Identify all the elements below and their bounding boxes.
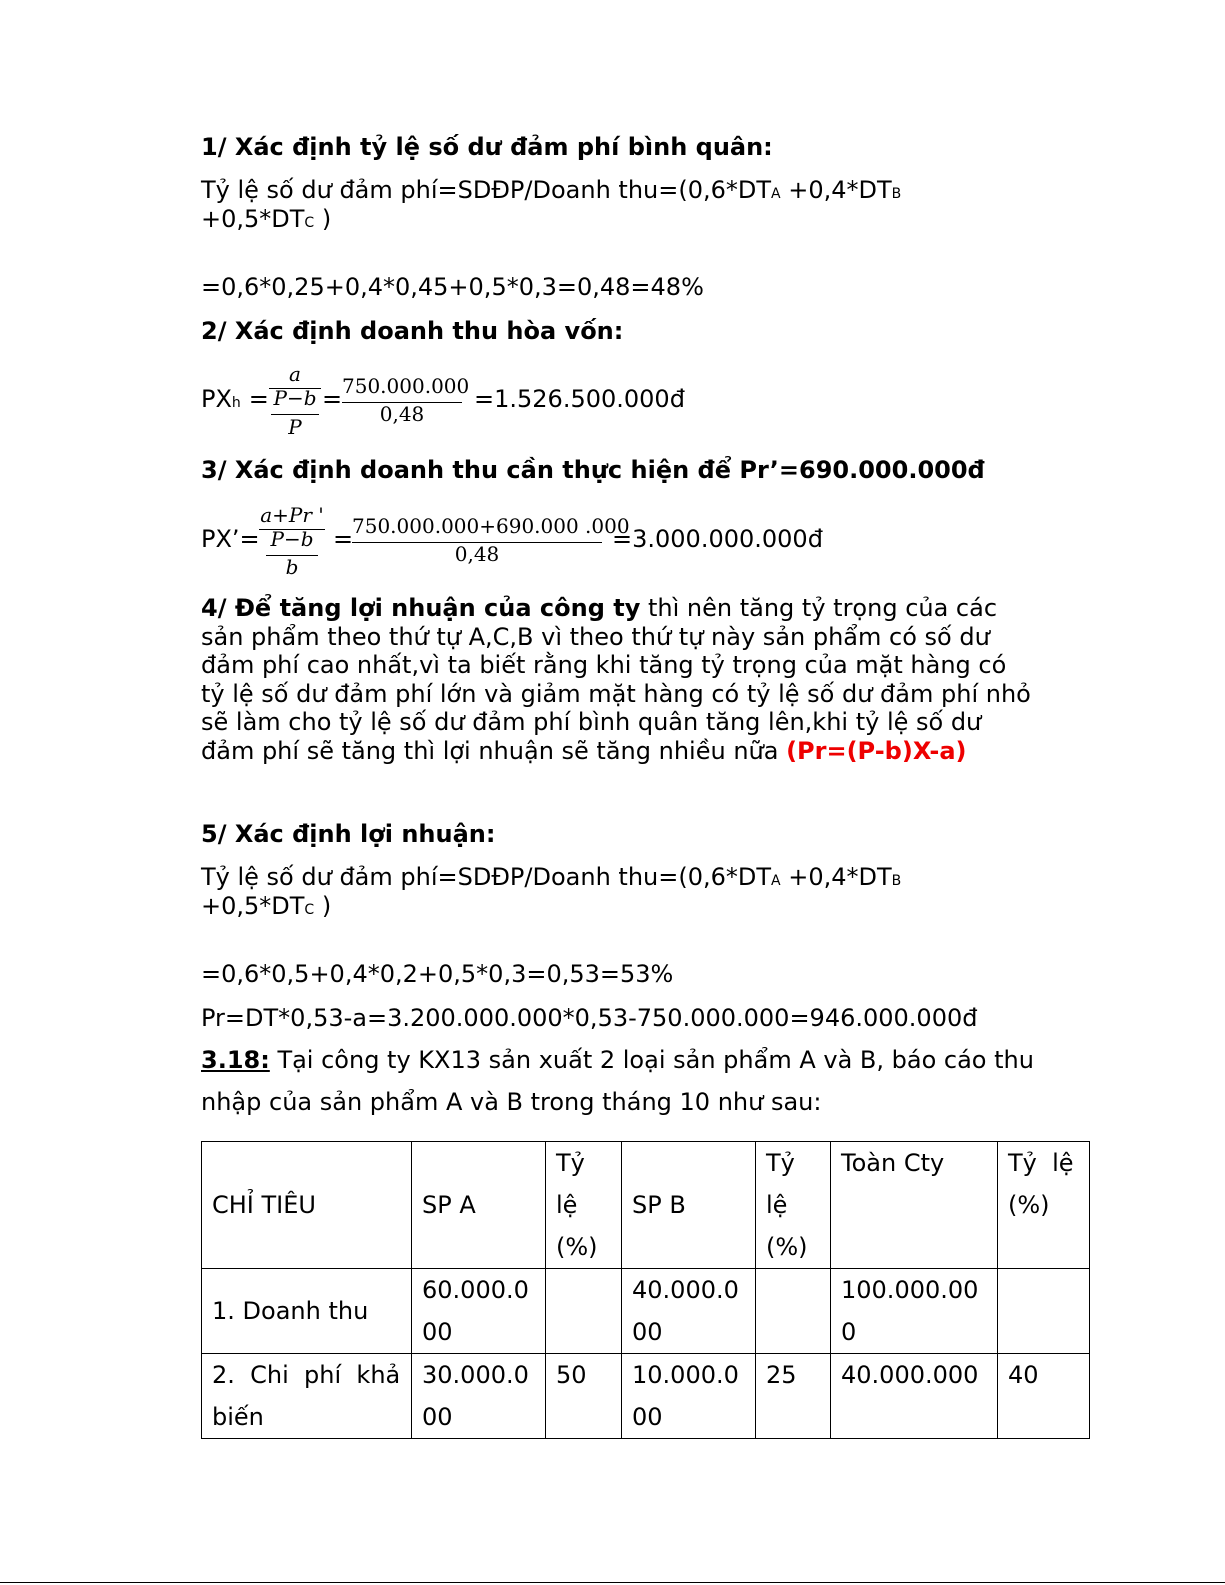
exercise-3-18-line1: [201, 1046, 1034, 1074]
frac-p-minus-b: P−b: [273, 386, 317, 410]
text: Tại công ty KX13 sản xuất 2 loại sản phẩm A và B, báo cáo thu: [269, 1046, 1034, 1074]
section-5-profit: Pr=DT*0,53-a=3.200.000.000*0,53-750.000.000=946.000.000đ: [201, 1004, 978, 1032]
subscript: C: [304, 902, 315, 918]
text: 00: [632, 1403, 663, 1431]
breakeven-numerator: 750.000.000: [342, 374, 470, 398]
table-row: [202, 1354, 1090, 1439]
exercise-3-18-line2: nhập của sản phẩm A và B trong tháng 10 như sau:: [201, 1088, 822, 1116]
breakeven-lhs: [201, 385, 269, 417]
target-result: =3.000.000.000đ: [612, 525, 823, 553]
cell-ty-le-total: 40: [998, 1354, 1090, 1439]
frac-p-minus-b: P−b: [270, 527, 314, 551]
text: 0: [841, 1318, 857, 1346]
row-doanh-thu-label: 1. Doanh thu: [202, 1269, 412, 1354]
section-5-result: =0,6*0,5+0,4*0,2+0,5*0,3=0,53=53%: [201, 960, 674, 988]
text: Tỷ lệ số dư đảm phí=SDĐP/Doanh thu=(0,6*DT: [201, 863, 772, 891]
paragraph-line: sẽ làm cho tỷ lệ số dư đảm phí bình quân tăng lên,khi tỷ lệ số dư: [201, 708, 982, 737]
header-toan-cty: Toàn Cty: [831, 1142, 998, 1269]
cell-ty-le-b: 25: [756, 1354, 831, 1439]
text: Tỷ: [766, 1149, 795, 1177]
paragraph-line: đảm phí cao nhất,vì ta biết rằng khi tăng tỷ trọng của mặt hàng có: [201, 651, 1007, 680]
cell-ty-le-b: [756, 1269, 831, 1354]
target-lhs: PX’=: [201, 525, 260, 553]
table-header-row: [202, 1142, 1090, 1269]
text: lệ: [556, 1191, 578, 1219]
header-ty-le-a: [546, 1142, 622, 1269]
text: =: [248, 385, 269, 413]
cell-sp-b: [622, 1269, 756, 1354]
text: +0,5*DT: [201, 205, 305, 233]
row-chi-phi-label: [202, 1354, 412, 1439]
profit-formula: (Pr=(P-b)X-a): [786, 736, 967, 765]
equals: =: [322, 385, 343, 413]
section-4-heading: 4/ Để tăng lợi nhuận của công ty: [201, 594, 641, 622]
header-sp-a: SP A: [412, 1142, 546, 1269]
text: +0,4*DT: [780, 176, 892, 204]
section-5-ratio-line2: [201, 892, 331, 924]
header-sp-b: SP B: [622, 1142, 756, 1269]
frac-a-plus-pr: a+Pr ': [260, 503, 324, 527]
subscript: A: [771, 873, 781, 889]
text: (%): [556, 1233, 598, 1261]
frac-b: b: [285, 555, 299, 579]
section-2-heading: 2/ Xác định doanh thu hòa vốn:: [201, 317, 624, 345]
text: Tỷ lệ: [1008, 1149, 1074, 1177]
section-1-heading: 1/ Xác định tỷ lệ số dư đảm phí bình quân:: [201, 133, 773, 161]
page-bottom-divider: [0, 1582, 1225, 1583]
text: 00: [422, 1318, 453, 1346]
cell-sp-a: [412, 1269, 546, 1354]
exercise-label: 3.18:: [201, 1046, 270, 1074]
header-chi-tieu: CHỈ TIÊU: [202, 1142, 412, 1269]
text: (%): [766, 1233, 808, 1261]
paragraph-line: tỷ lệ số dư đảm phí lớn và giảm mặt hàng có tỷ lệ số dư đảm phí nhỏ: [201, 679, 1031, 708]
target-numerator: 750.000.000+690.000 .000: [352, 514, 630, 538]
subscript: C: [304, 215, 315, 231]
text: 00: [422, 1403, 453, 1431]
text: ): [314, 205, 332, 233]
cell-ty-le-a: [546, 1269, 622, 1354]
target-denominator: 0,48: [454, 542, 500, 566]
cell-toan-cty: [831, 1269, 998, 1354]
text: 2. Chi phí khả: [212, 1361, 401, 1389]
header-ty-le-total: [998, 1142, 1090, 1269]
section-5-ratio-line1: [201, 863, 901, 895]
cell-ty-le-total: [998, 1269, 1090, 1354]
subscript: A: [771, 186, 781, 202]
income-report-table: [201, 1141, 1090, 1439]
text: 40.000.0: [632, 1276, 739, 1304]
cell-ty-le-a: 50: [546, 1354, 622, 1439]
section-1-ratio-line2: [201, 205, 331, 237]
text: Tỷ lệ số dư đảm phí=SDĐP/Doanh thu=(0,6*DT: [201, 176, 772, 204]
text: thì nên tăng tỷ trọng của các: [640, 594, 998, 622]
section-1-result: =0,6*0,25+0,4*0,45+0,5*0,3=0,48=48%: [201, 273, 704, 301]
text: +0,4*DT: [780, 863, 892, 891]
text: ): [314, 892, 332, 920]
section-4-paragraph: [201, 594, 1051, 766]
section-1-ratio-line1: [201, 176, 901, 208]
text: 10.000.0: [632, 1361, 739, 1389]
paragraph-line: [201, 594, 1051, 623]
breakeven-denominator: 0,48: [379, 402, 425, 426]
paragraph-line: [201, 737, 1051, 766]
text: 30.000.0: [422, 1361, 529, 1389]
section-5-heading: 5/ Xác định lợi nhuận:: [201, 820, 496, 848]
text: 60.000.0: [422, 1276, 529, 1304]
text: +0,5*DT: [201, 892, 305, 920]
text: Tỷ: [556, 1149, 585, 1177]
paragraph-line: sản phẩm theo thứ tự A,C,B vì theo thứ tự này sản phẩm có số dư: [201, 622, 990, 651]
equals: =: [333, 525, 354, 553]
cell-sp-b: [622, 1354, 756, 1439]
frac-a: a: [289, 362, 301, 386]
subscript: B: [891, 186, 902, 202]
frac-p: P: [288, 415, 302, 439]
text: PX: [201, 385, 232, 413]
breakeven-result: =1.526.500.000đ: [474, 385, 685, 413]
subscript: h: [231, 395, 241, 411]
text: biến: [212, 1403, 264, 1431]
text: đảm phí sẽ tăng thì lợi nhuận sẽ tăng nhiều nữa: [201, 736, 787, 765]
subscript: B: [891, 873, 902, 889]
cell-toan-cty: 40.000.000: [831, 1354, 998, 1439]
cell-sp-a: [412, 1354, 546, 1439]
text: 00: [632, 1318, 663, 1346]
text: (%): [1008, 1191, 1050, 1219]
header-ty-le-b: [756, 1142, 831, 1269]
text: 100.000.00: [841, 1276, 979, 1304]
table-row: [202, 1269, 1090, 1354]
section-3-heading: 3/ Xác định doanh thu cần thực hiện để Pr’=690.000.000đ: [201, 456, 985, 484]
text: lệ: [766, 1191, 788, 1219]
